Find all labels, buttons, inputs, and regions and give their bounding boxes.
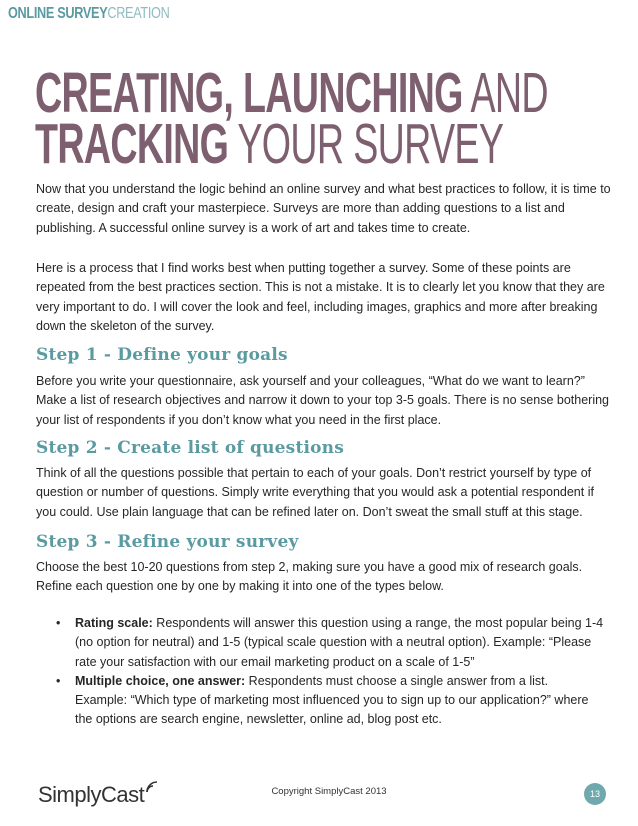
paragraph-text: Now that you understand the logic behind an online survey and what best practices to follow, it is time to create, design and craft your masterpiece. Surveys are more than adding questions to a list and publishing. A successful online survey is a work of art and takes time to create.: [36, 182, 611, 235]
bullet-icon: •: [56, 673, 61, 688]
bullet-text: Respondents must choose a single answer from a list.: [245, 673, 549, 688]
step-3-heading: Step 3 - Refine your survey: [36, 532, 299, 552]
step-3-text: Choose the best 10-20 questions from step 2, making sure you have a good mix of research goals. Refine each question one by one by making it into one of the types below.: [36, 560, 583, 594]
header-word-online: ONLINE: [8, 5, 55, 22]
bullet-label: Multiple choice, one answer:: [75, 673, 246, 688]
bullet-text: Respondents will answer this question using a range, the most popular being 1-4 (no option for neutral) and 1-5 (typical scale question with a neutral option). Example: “Please rate your satisfaction with our email marketing product on a scale of 1-5”: [75, 616, 604, 669]
header-word-survey: SURVEY: [57, 5, 108, 22]
step-2-heading: Step 2 - Create list of questions: [36, 438, 345, 458]
title-word-creating: CREATING,: [35, 61, 234, 125]
logo-wordmark: SimplyCast: [38, 782, 145, 807]
step-1-heading: Step 1 - Define your goals: [36, 345, 288, 365]
bullet-label: Rating scale:: [75, 616, 153, 630]
title-word-tracking: TRACKING: [35, 112, 229, 176]
intro-paragraph-1: [36, 180, 612, 238]
step-1-text: Before you write your questionnaire, ask yourself and your colleagues, “What do we want to learn?” Make a list of research objectives and narrow it down to your top 3-5 goals. There is no sense bothering your list of respondents if you don’t know what you need in the first place.: [36, 374, 609, 427]
list-item: [56, 672, 608, 730]
question-types-list: [56, 614, 608, 730]
page-number-badge: 13: [584, 783, 606, 805]
bullet-example-text: Example: “Which type of marketing most influenced you to sign up to our application?” where the options are search engine, newsletter, online ad, blog post etc.: [75, 693, 589, 727]
step-2-text: Think of all the questions possible that pertain to each of your goals. Don’t restrict yourself by type of question or number of questions. Simply write everything that you would ask a potential respondent if you could. Use plain language that can be refined later on. Don’t sweat the small stuff at this stage.: [36, 466, 594, 519]
paragraph-text: Here is a process that I find works best when putting together a survey. Some of these points are repeated from the best practices section. This is not a mistake. It is to clearly let you know that they are very important to do. I will cover the look and feel, including images, graphics and more after breaking down the skeleton of the survey.: [36, 261, 605, 333]
title-word-and: AND: [470, 61, 548, 125]
section-header: [8, 5, 169, 23]
bullet-icon: •: [56, 616, 61, 630]
page-title: [35, 61, 548, 176]
header-word-creation: CREATION: [107, 5, 170, 22]
title-word-launching: LAUNCHING: [242, 61, 463, 125]
copyright-text: Copyright SimplyCast 2013: [271, 786, 387, 797]
intro-paragraph-2: [36, 259, 612, 336]
list-item: [56, 614, 608, 672]
title-words-your-survey: YOUR SURVEY: [237, 112, 504, 176]
